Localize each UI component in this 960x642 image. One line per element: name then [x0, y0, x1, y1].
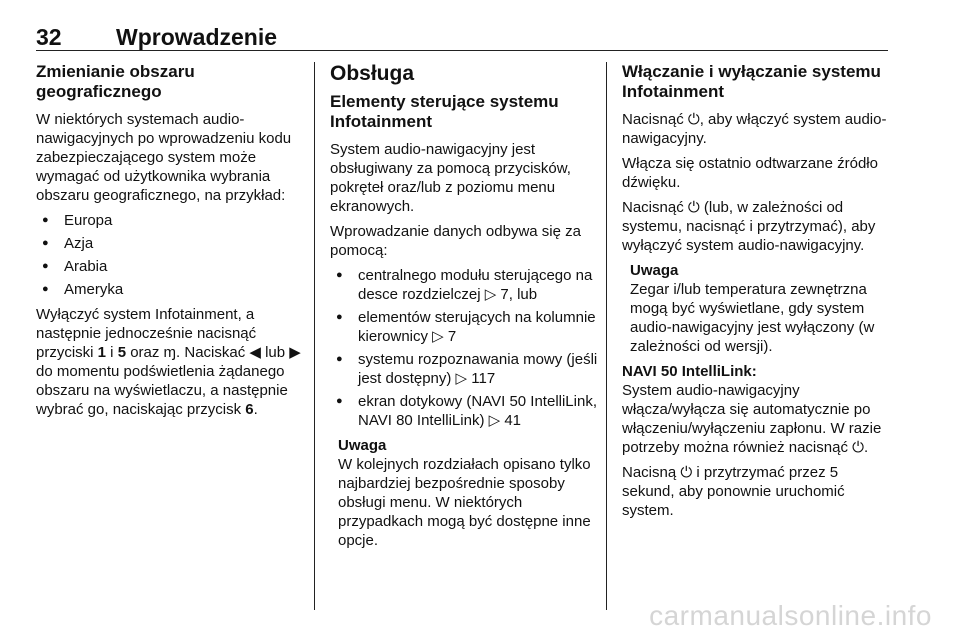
input-methods-list: [330, 266, 598, 430]
power-on-paragraph: Nacisnąć ⏻, aby włączyć system audio-nawigacyjny.: [622, 111, 887, 147]
page-number: 32: [36, 24, 62, 50]
list-item: ● centralnego modułu sterującego na desce rozdzielczej ▷ 7, lub: [330, 266, 598, 304]
section-title-operation: Obsługa: [330, 62, 415, 85]
input-paragraph: Wprowadzanie danych odbywa się za pomocą:: [330, 223, 581, 259]
note-text: Zegar i/lub temperatura zewnętrzna mogą być wyświetlane, gdy system audio-nawigacyjny jest wyłączony (w zależności od wersji).: [630, 281, 875, 355]
column-3: [622, 62, 892, 526]
region-instructions: Wyłączyć system Infotainment, a następnie jednocześnie nacisnąć przyciski 1 i 5 oraz ɱ. Naciskać ◀ lub ▶ do momentu podświetlenia żądanego obszaru na wyświetlaczu, a następnie wybrać go, naciskając przycisk 6.: [36, 306, 301, 418]
list-item: ● elementów sterujących na kolumnie kierownicy ▷ 7: [330, 308, 598, 346]
list-item: ● Ameryka: [36, 280, 304, 299]
note-box: [622, 261, 892, 356]
navi50-heading: NAVI 50 IntelliLink:: [622, 363, 757, 380]
list-item: ● Arabia: [36, 257, 304, 276]
region-list: [36, 211, 304, 299]
column-2: [330, 62, 598, 556]
column-1: [36, 62, 304, 425]
last-source-paragraph: Włącza się ostatnio odtwarzane źródło dźwięku.: [622, 155, 878, 191]
menu-knob-icon: ɱ: [163, 344, 177, 361]
header-divider: [36, 50, 888, 51]
note-title: Uwaga: [338, 437, 387, 454]
list-item: ● Azja: [36, 234, 304, 253]
column-divider-2: [606, 62, 607, 610]
region-intro: W niektórych systemach audio-nawigacyjnych po wprowadzeniu kodu zabezpieczającego system może wymagać od użytkownika wybrania obszaru geograficznego, na przykład:: [36, 111, 292, 204]
note-text: W kolejnych rozdziałach opisano tylko najbardziej bezpośrednie sposoby obsługi menu. W niektórych przypadkach mogą być dostępne inne opcje.: [338, 456, 591, 549]
note-title: Uwaga: [630, 262, 679, 279]
button-ref-5: 5: [117, 344, 127, 361]
chapter-title: Wprowadzenie: [116, 24, 278, 50]
watermark: carmanualsonline.info: [649, 600, 932, 631]
section-heading-power: Włączanie i wyłączanie systemu Infotainment: [622, 62, 881, 101]
button-ref-6: 6: [245, 401, 254, 418]
section-heading-region: Zmienianie obszaru geograficznego: [36, 62, 195, 101]
list-item: ● Europa: [36, 211, 304, 230]
restart-paragraph: Nacisną ⏻ i przytrzymać przez 5 sekund, aby ponownie uruchomić system.: [622, 464, 845, 519]
column-divider-1: [314, 62, 315, 610]
subsection-title-controls: Elementy sterujące systemu Infotainment: [330, 92, 559, 131]
button-ref-1: 1: [97, 344, 107, 361]
power-off-paragraph: Nacisnąć ⏻ (lub, w zależności od systemu, nacisnąć i przytrzymać), aby wyłączyć system audio-nawigacyjny.: [622, 199, 876, 254]
list-item: ● ekran dotykowy (NAVI 50 IntelliLink, NAVI 80 IntelliLink) ▷ 41: [330, 392, 598, 430]
note-box: [330, 436, 598, 550]
auto-power-paragraph: System audio-nawigacyjny włącza/wyłącza się automatycznie po włączeniu/wyłączeniu zapłonu. W razie potrzeby można również nacisnąć ⏻.: [622, 382, 882, 456]
controls-paragraph: System audio-nawigacyjny jest obsługiwany za pomocą przycisków, pokręteł oraz/lub z poziomu menu ekranowych.: [330, 141, 571, 215]
list-item: ● systemu rozpoznawania mowy (jeśli jest dostępny) ▷ 117: [330, 350, 598, 388]
